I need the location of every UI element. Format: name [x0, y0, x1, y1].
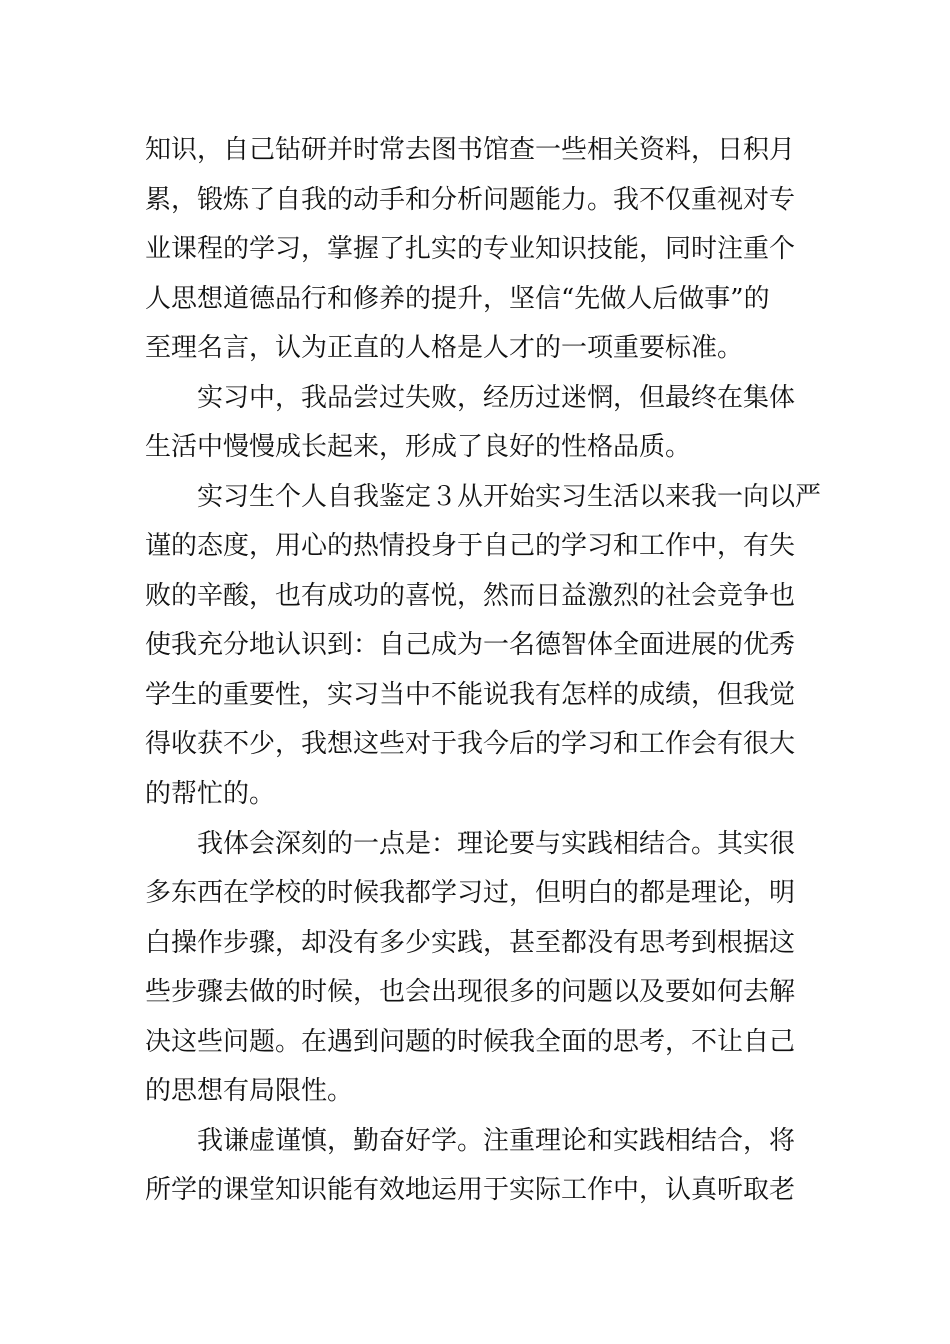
text-line: 累，锻炼了自我的动手和分析问题能力。我不仅重视对专 — [145, 185, 796, 215]
text-line: 得收获不少，我想这些对于我今后的学习和工作会有很大 — [145, 729, 796, 759]
text-line: 至理名言，认为正直的人格是人才的一项重要标准。 — [145, 333, 744, 363]
text-line: 些步骤去做的时候，也会出现很多的问题以及要如何去解 — [145, 977, 796, 1007]
text-line: 知识，自己钻研并时常去图书馆查一些相关资料，日积月 — [145, 135, 796, 165]
text-line: 使我充分地认识到：自己成为一名德智体全面进展的优秀 — [145, 630, 796, 660]
text-line: 学生的重要性，实习当中不能说我有怎样的成绩，但我觉 — [145, 680, 796, 710]
text-line: 决这些问题。在遇到问题的时候我全面的思考，不让自己 — [145, 1027, 796, 1057]
text-line: 的帮忙的。 — [145, 779, 276, 809]
text-line: 败的辛酸，也有成功的喜悦，然而日益激烈的社会竞争也 — [145, 581, 796, 611]
text-line: 谨的态度，用心的热情投身于自己的学习和工作中，有失 — [145, 531, 796, 561]
paragraph-start-line: 实习生个人自我鉴定３从开始实习生活以来我一向以严 — [197, 482, 822, 512]
text-line: 业课程的学习，掌握了扎实的专业知识技能，同时注重个 — [145, 234, 796, 264]
paragraph-start-line: 我体会深刻的一点是：理论要与实践相结合。其实很 — [197, 829, 796, 859]
text-line: 白操作步骤，却没有多少实践，甚至都没有思考到根据这 — [145, 928, 796, 958]
text-line: 的思想有局限性。 — [145, 1076, 354, 1106]
text-line: 所学的课堂知识能有效地运用于实际工作中，认真听取老 — [145, 1175, 796, 1205]
paragraph-start-line: 我谦虚谨慎，勤奋好学。注重理论和实践相结合，将 — [197, 1126, 796, 1156]
text-line: 生活中慢慢成长起来，形成了良好的性格品质。 — [145, 432, 692, 462]
text-line: 多东西在学校的时候我都学习过，但明白的都是理论，明 — [145, 878, 796, 908]
text-line: 人思想道德品行和修养的提升，坚信“先做人后做事”的 — [145, 284, 770, 314]
paragraph-start-line: 实习中，我品尝过失败，经历过迷惘，但最终在集体 — [197, 383, 796, 413]
